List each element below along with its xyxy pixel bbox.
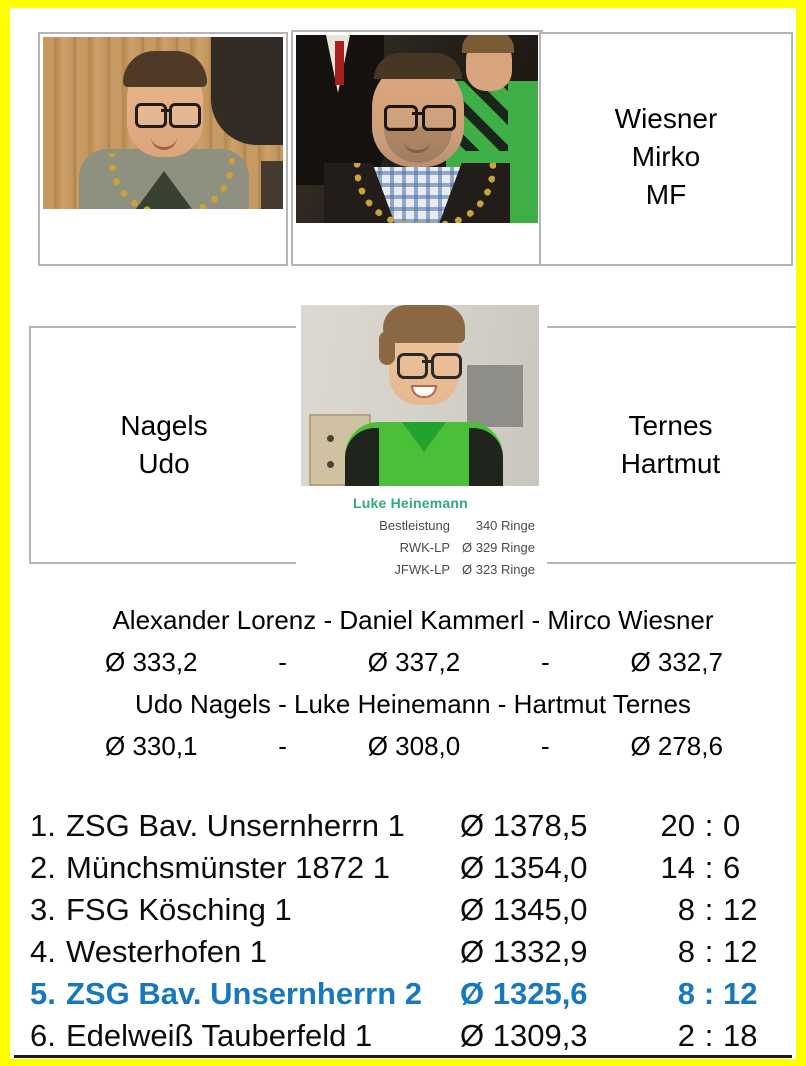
stat-label: Bestleistung — [379, 518, 450, 533]
average-value: Ø 332,7 — [630, 647, 723, 677]
points-separator: : — [704, 1018, 714, 1053]
player-name: Luke Heinemann — [353, 495, 468, 511]
separator: - — [541, 731, 550, 761]
portrait-photo-2 — [296, 35, 538, 223]
table-row — [30, 889, 783, 931]
team-average: Ø 1378,5 — [460, 808, 588, 843]
rank: 5. — [30, 976, 56, 1011]
stat-value: Ø 329 Ringe — [462, 540, 535, 555]
points-for: 8 — [677, 934, 695, 969]
points-against: 0 — [723, 808, 741, 843]
points-for: 20 — [660, 808, 695, 843]
team-average: Ø 1354,0 — [460, 850, 588, 885]
team-average: Ø 1325,6 — [460, 976, 588, 1011]
name-card-nagels — [29, 326, 299, 564]
stat-value: 340 Ringe — [475, 518, 535, 533]
rank: 2. — [30, 850, 56, 885]
top-edge-line — [0, 0, 806, 2]
name-card-wiesner-line1: Wiesner — [614, 103, 718, 134]
average-value: Ø 330,1 — [105, 731, 198, 761]
name-card-wiesner-line2: Mirko — [631, 141, 701, 172]
table-row — [30, 847, 783, 889]
team1-names-line: Alexander Lorenz - Daniel Kammerl - Mirco Wiesner — [112, 605, 714, 635]
separator: - — [541, 647, 550, 677]
rank: 6. — [30, 1018, 56, 1053]
player-card-heinemann — [296, 297, 547, 577]
team1-averages-line — [105, 647, 723, 677]
stat-label: RWK-LP — [399, 540, 450, 555]
table-row-highlighted — [30, 973, 783, 1015]
team2-names-line: Udo Nagels - Luke Heinemann - Hartmut Ternes — [135, 689, 691, 719]
name-card-wiesner-line3: MF — [645, 179, 687, 210]
name-card-nagels-line2: Udo — [138, 448, 190, 479]
player-stat-row — [296, 559, 535, 581]
table-row — [30, 805, 783, 847]
points-against: 12 — [723, 892, 758, 927]
separator: - — [278, 647, 287, 677]
portrait-photo-1 — [43, 37, 283, 209]
points-for: 2 — [677, 1018, 695, 1053]
table-row — [30, 1015, 783, 1057]
stat-label: JFWK-LP — [394, 562, 450, 577]
points-for: 8 — [677, 976, 695, 1011]
name-card-ternes — [541, 326, 800, 564]
points-separator: : — [704, 850, 714, 885]
team-average: Ø 1309,3 — [460, 1018, 588, 1053]
points-against: 12 — [723, 976, 758, 1011]
team-name: FSG Kösching 1 — [66, 892, 292, 927]
team-name: Edelweiß Tauberfeld 1 — [66, 1018, 373, 1053]
average-value: Ø 308,0 — [367, 731, 461, 761]
points-for: 14 — [660, 850, 695, 885]
team-name: ZSG Bav. Unsernherrn 2 — [66, 976, 423, 1011]
name-card-nagels-line1: Nagels — [120, 410, 208, 441]
points-against: 18 — [723, 1018, 758, 1053]
bottom-edge-line — [14, 1055, 792, 1058]
team-average: Ø 1332,9 — [460, 934, 588, 969]
points-separator: : — [704, 934, 714, 969]
points-separator: : — [704, 892, 714, 927]
points-against: 12 — [723, 934, 758, 969]
separator: - — [278, 731, 287, 761]
average-value: Ø 337,2 — [367, 647, 461, 677]
table-row — [30, 931, 783, 973]
rank: 1. — [30, 808, 56, 843]
rank: 4. — [30, 934, 56, 969]
stat-value: Ø 323 Ringe — [462, 562, 535, 577]
standings-table — [30, 805, 783, 1057]
team-average: Ø 1345,0 — [460, 892, 588, 927]
name-card-ternes-line2: Hartmut — [620, 448, 721, 479]
name-card-ternes-line1: Ternes — [628, 410, 713, 441]
team2-averages-line — [105, 731, 723, 761]
team-name: Münchsmünster 1872 1 — [66, 850, 390, 885]
points-against: 6 — [723, 850, 741, 885]
points-for: 8 — [677, 892, 695, 927]
average-value: Ø 333,2 — [105, 647, 198, 677]
average-value: Ø 278,6 — [630, 731, 723, 761]
points-separator: : — [703, 976, 715, 1011]
player-stat-row — [296, 537, 535, 559]
points-separator: : — [704, 808, 714, 843]
name-card-wiesner — [539, 32, 793, 266]
player-stats — [296, 515, 535, 581]
portrait-photo-heinemann — [301, 305, 539, 486]
team-name: ZSG Bav. Unsernherrn 1 — [66, 808, 405, 843]
team-name: Westerhofen 1 — [66, 934, 268, 969]
rank: 3. — [30, 892, 56, 927]
player-stat-row — [296, 515, 535, 537]
